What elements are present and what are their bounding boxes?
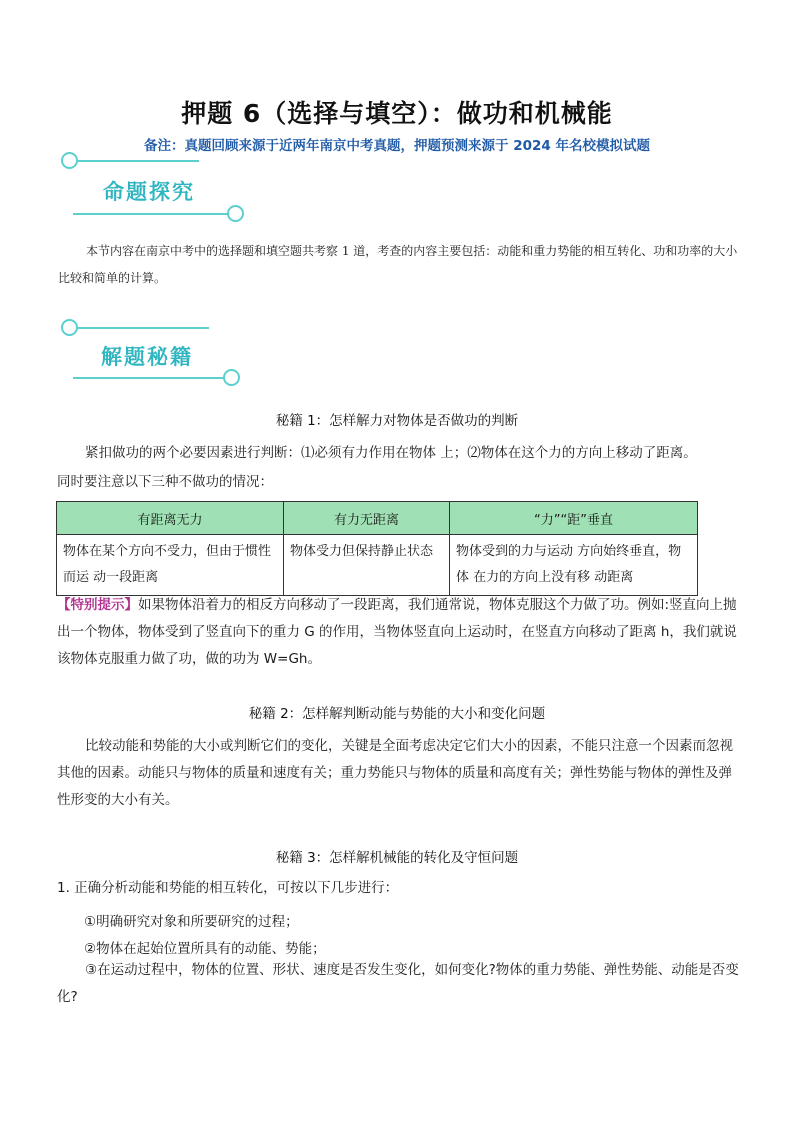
source-note: 备注：真题回顾来源于近两年南京中考真题，押题预测来源于 2024 年名校模拟试题 xyxy=(144,138,650,154)
table-header: 有距离无力 xyxy=(57,502,284,535)
list-item: ②物体在起始位置所具有的动能、势能； xyxy=(84,941,326,957)
banner-bottom-line xyxy=(73,213,235,215)
table-header: “力”“距”垂直 xyxy=(450,502,698,535)
intro-paragraph: 本节内容在南京中考中的选择题和填空题共考察 1 道，考查的内容主要包括：动能和重力势能的相互转化、功和功率的大小比较和简单的计算。 xyxy=(58,244,738,285)
table-cell: 物体受到的力与运动 方向始终垂直，物体 在力的方向上没有移 动距离 xyxy=(450,535,698,596)
list-item: ①明确研究对象和所要研究的过程； xyxy=(84,914,299,930)
table-cell: 物体在某个方向不受力，但由于惯性而运 动一段距离 xyxy=(57,535,284,596)
banner-top-line xyxy=(69,327,209,329)
banner-circle-icon xyxy=(223,369,240,386)
table-header: 有力无距离 xyxy=(284,502,450,535)
table-cell: 物体受力但保持静止状态 xyxy=(284,535,450,596)
banner-circle-icon xyxy=(61,152,78,169)
secret3-heading: 秘籍 3：怎样解机械能的转化及守恒问题 xyxy=(275,850,519,866)
table-row xyxy=(57,535,698,596)
section-banner-mingti xyxy=(55,150,245,220)
banner-circle-icon xyxy=(227,205,244,222)
banner-top-line xyxy=(69,160,199,162)
no-work-cases-table xyxy=(56,501,698,596)
list-item: ③在运动过程中，物体的位置、形状、速度是否发生变化，如何变化?物体的重力势能、弹性势能、动能是否变化? xyxy=(57,962,739,1005)
secret1-paragraph: 紧扣做功的两个必要因素进行判断：⑴必须有力作用在物体 上；⑵物体在这个力的方向上移动了距离。 xyxy=(85,445,697,461)
banner-circle-icon xyxy=(61,319,78,336)
section-banner-jieti xyxy=(55,317,245,387)
tip-text: 如果物体沿着力的相反方向移动了一段距离，我们通常说，物体克服这个力做了功。例如:竖直向上抛出一个物体，物体受到了竖直向下的重力 G 的作用，当物体竖直向上运动时，在竖直方向移动了距离 h，我们就说该物体克服重力做了功，做的功为 W=Gh。 xyxy=(57,597,737,667)
special-tip xyxy=(57,592,739,673)
secret2-paragraph: 比较动能和势能的大小或判断它们的变化，关键是全面考虑决定它们大小的因素，不能只注意一个因素而忽视其他的因素。动能只与物体的质量和速度有关；重力势能只与物体的质量和高度有关；弹性势能与物体的弹性及弹性形变的大小有关。 xyxy=(57,738,733,808)
table-header-row xyxy=(57,502,698,535)
banner-bottom-line xyxy=(73,377,231,379)
secret3-line1: 1. 正确分析动能和势能的相互转化，可按以下几步进行： xyxy=(57,880,399,896)
tip-label: 【特别提示】 xyxy=(57,597,138,613)
banner-label: 命题探究 xyxy=(103,180,195,204)
secret2-heading: 秘籍 2：怎样解判断动能与势能的大小和变化问题 xyxy=(248,706,546,722)
secret1-heading: 秘籍 1：怎样解力对物体是否做功的判断 xyxy=(275,413,519,429)
secret1-paragraph-2: 同时要注意以下三种不做功的情况： xyxy=(57,474,273,490)
page-title: 押题 6（选择与填空）：做功和机械能 xyxy=(181,99,613,128)
banner-label: 解题秘籍 xyxy=(101,345,193,369)
